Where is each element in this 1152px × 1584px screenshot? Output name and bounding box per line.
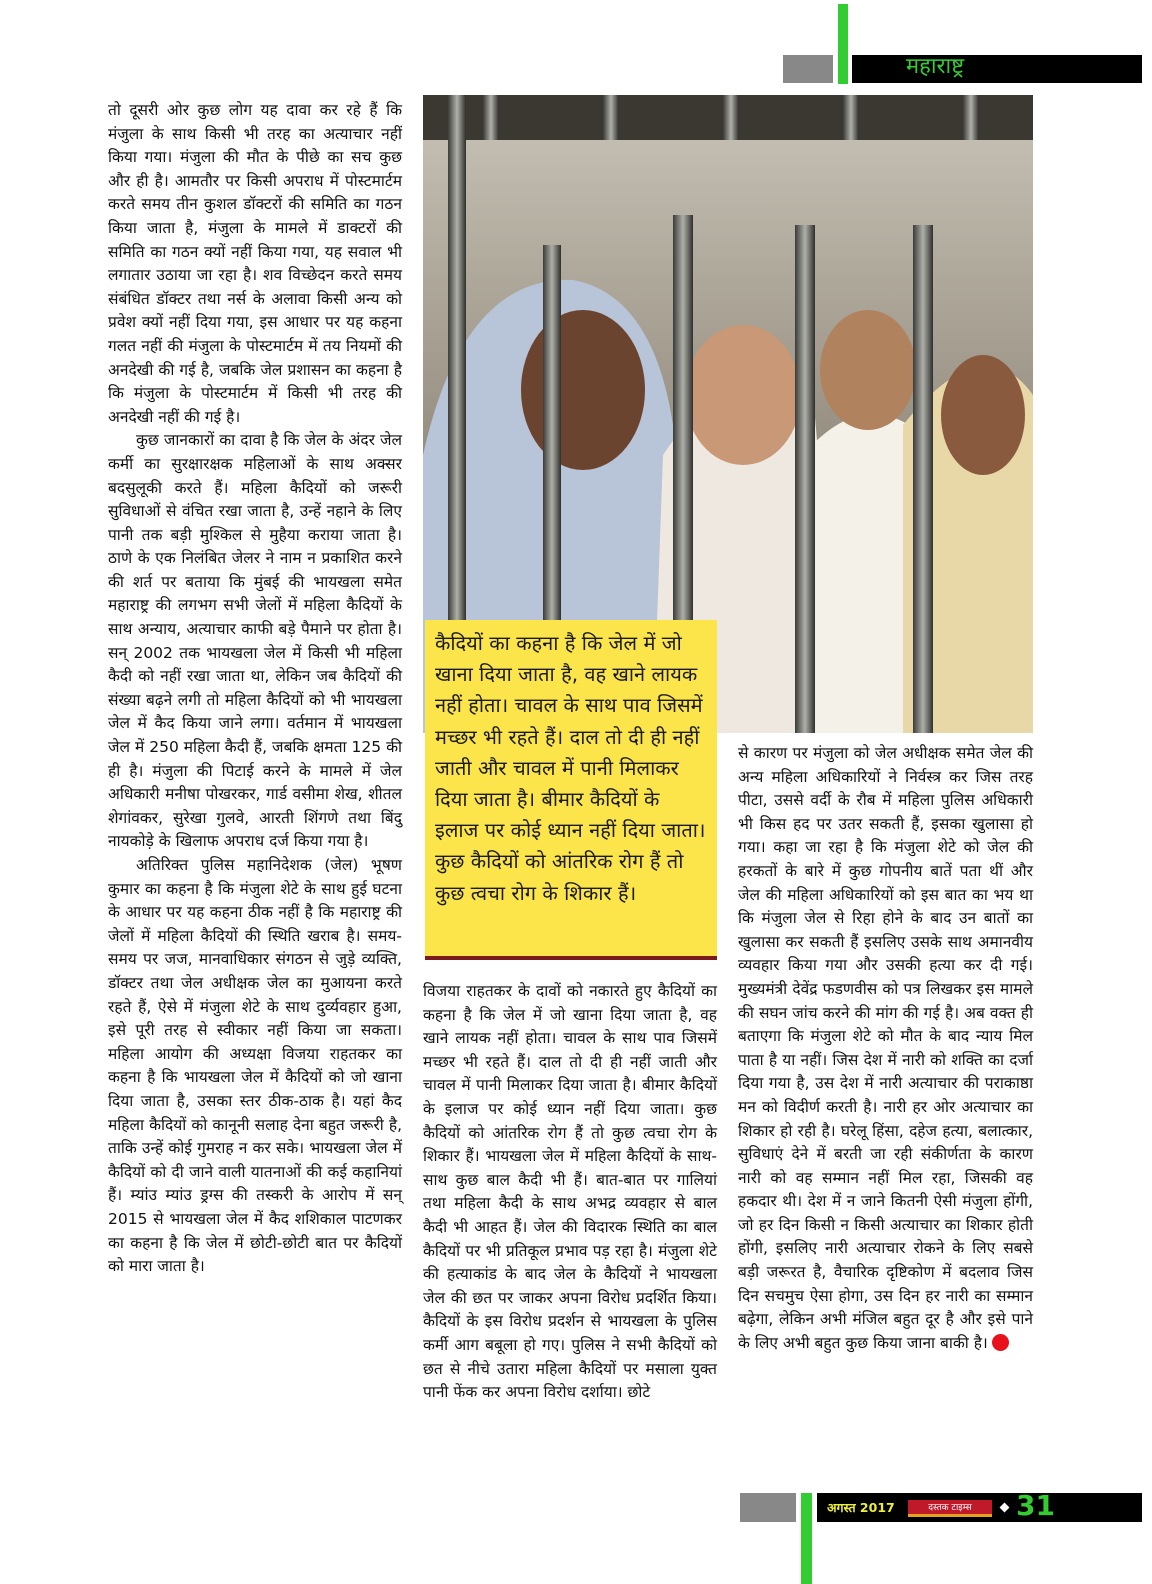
paragraph: कुछ जानकारों का दावा है कि जेल के अंदर जेल कर्मी का सुरक्षारक्षक महिलाओं के साथ अक्सर बदसुलूकी करते हैं। महिला कैदियों को जरूरी सुविधाओं से वंचित रखा जाता है, उन्हें नहाने के लिए पानी तक बड़ी मुश्किल से मुहैया कराया जाता है। ठाणे के एक निलंबित जेलर ने नाम न प्रकाशित करने की शर्त पर बताया कि मुंबई की भायखला समेत महाराष्ट्र की लगभग सभी जेलों में महिला कैदियों के साथ अन्याय, अत्याचार काफी बड़े पैमाने पर होता है। सन् 2002 तक भायखला जेल में किसी भी महिला कैदी को नहीं रखा जाता था, लेकिन जब कैदियों की संख्या बढ़ने लगी तो महिला कैदियों को भी भायखला जेल में कैद किया जाने लगा। वर्तमान में भायखला जेल में 250 महिला कैदी हैं, जबकि क्षमता 125 की ही है। मंजुला की पिटाई करने के मामले में जेल अधिकारी मनीषा पोखरकर, गार्ड वसीमा शेख, शीतल शेगांवकर, सुरेखा गुलवे, आरती शिंगणे तथा बिंदु नायकोड़े के खिलाफ अपराध दर्ज किया गया है। (108, 431, 402, 851)
magazine-logo: दस्तक टाइम्स (908, 1500, 992, 1517)
article-column-2 (423, 980, 717, 1405)
footer-grey-block (740, 1493, 796, 1522)
header-grey-block (783, 55, 833, 83)
article-column-3 (738, 742, 1033, 1355)
paragraph: विजया राहतकर के दावों को नकारते हुए कैदियों का कहना है कि जेल में जो खाना दिया जाता है, वह खाने लायक नहीं होता। चावल के साथ पाव जिसमें मच्छर भी रहते हैं। दाल तो दी ही नहीं जाती और चावल में पानी मिलाकर दिया जाता है। बीमार कैदियों के इलाज पर कोई ध्यान नहीं दिया जाता। कुछ कैदियों को आंतरिक रोग हैं तो कुछ त्वचा रोग के शिकार हैं। भायखला जेल में महिला कैदियों के साथ-साथ कुछ बाल कैदी भी हैं। बात-बात पर गालियां तथा महिला कैदी के साथ अभद्र व्यवहार से बाल कैदी भी आहत हैं। जेल की विदारक स्थिति का बाल कैदियों पर भी प्रतिकूल प्रभाव पड़ रहा है। मंजुला शेटे की हत्याकांड के बाद जेल के कैदियों ने भायखला जेल की छत पर जाकर अपना विरोध प्रदर्शित किया। कैदियों के इस विरोध प्रदर्शन से भायखला के पुलिस कर्मी आग बबूला हो गए। पुलिस ने सभी कैदियों को छत से नीचे उतारा महिला कैदियों पर मसाला युक्त पानी फेंक कर अपना विरोध दर्शाया। छोटे (423, 982, 717, 1402)
article-column-1 (108, 99, 402, 1279)
paragraph: तो दूसरी ओर कुछ लोग यह दावा कर रहे हैं कि मंजुला के साथ किसी भी तरह का अत्याचार नहीं किया गया। मंजुला की मौत के पीछे का सच कुछ और ही है। आमतौर पर किसी अपराध में पोस्टमार्टम करते समय तीन कुशल डॉक्टरों की समिति का गठन किया जाता है, मंजुला के मामले में डाक्टरों की समिति का गठन क्यों नहीं किया गया, यह सवाल भी लगातार उठाया जा रहा है। शव विच्छेदन करते समय संबंधित डॉक्टर तथा नर्स के अलावा किसी अन्य को प्रवेश क्यों नहीं दिया गया, इस आधार पर यह कहना गलत नहीं की मंजुला के पोस्टमार्टम में तय नियमों की अनदेखी की गई है, जबकि जेल प्रशासन का कहना है कि मंजुला के पोस्टमार्टम में किसी भी तरह की अनदेखी नहीं की गई है। (108, 101, 402, 426)
footer-green-bar (801, 1493, 812, 1584)
pull-quote: कैदियों का कहना है कि जेल में जो खाना दिया जाता है, वह खाने लायक नहीं होता। चावल के साथ पाव जिसमें मच्छर भी रहते हैं। दाल तो दी ही नहीं जाती और चावल में पानी मिलाकर दिया जाता है। बीमार कैदियों के इलाज पर कोई ध्यान नहीं दिया जाता। कुछ कैदियों को आंतरिक रोग हैं तो कुछ त्वचा रोग के शिकार हैं। (425, 620, 717, 960)
end-mark-dot-icon (992, 1334, 1009, 1351)
paragraph: से कारण पर मंजुला को जेल अधीक्षक समेत जेल की अन्य महिला अधिकारियों ने निर्वस्त्र कर जिस तरह पीटा, उससे वर्दी के रौब में महिला पुलिस अधिकारी भी किस हद पर उतर सकती हैं, इसका खुलासा हो गया। कहा जा रहा है कि मंजुला शेटे को जेल की हरकतों के बारे में कुछ गोपनीय बातें पता थीं और जेल की महिला अधिकारियों को इस बात का भय था कि मंजुला जेल से रिहा होने के बाद उन बातों का खुलासा कर सकती हैं इसलिए उसके साथ अमानवीय व्यवहार किया गया और उसकी हत्या कर दी गई। मुख्यमंत्री देवेंद्र फडणवीस को पत्र लिखकर इस मामले की सघन जांच करने की मांग की गई है। अब वक्त ही बताएगा कि मंजुला शेटे को मौत के बाद न्याय मिल पाता है या नहीं। जिस देश में नारी को शक्ति का दर्जा दिया गया है, उस देश में नारी अत्याचार की पराकाष्ठा मन को विदीर्ण करती है। नारी हर ओर अत्याचार का शिकार हो रही है। घरेलू हिंसा, दहेज हत्या, बलात्कार, सुविधाएं देने में बरती जा रही संकीर्णता के कारण नारी को वह सम्मान नहीं मिल रहा, जिसकी वह हकदार थी। देश में न जाने कितनी ऐसी मंजुला होंगी, जो हर दिन किसी न किसी अत्याचार का शिकार होती होंगी, इसलिए नारी अत्याचार रोकने के लिए सबसे बड़ी जरूरत है, वैचारिक दृष्टिकोण में बदलाव जिस दिन सचमुच ऐसा होगा, उस दिन हर नारी का सम्मान बढ़ेगा, लेकिन अभी मंजिल बहुत दूर है और इसे पाने के लिए अभी बहुत कुछ किया जाना बाकी है। (738, 744, 1033, 1352)
paragraph: अतिरिक्त पुलिस महानिदेशक (जेल) भूषण कुमार का कहना है कि मंजुला शेटे के साथ हुई घटना के आधार पर यह कहना ठीक नहीं है कि महाराष्ट्र की जेलों में महिला कैदियों की स्थिति खराब है। समय-समय पर जज, मानवाधिकार संगठन से जुड़े व्यक्ति, डॉक्टर तथा जेल अधीक्षक जेल का मुआयना करते रहते हैं, ऐसे में मंजुला शेटे के साथ दुर्व्यवहार हुआ, इसे पूरी तरह से स्वीकार नहीं किया जा सकता। महिला आयोग की अध्यक्षा विजया राहतकर का कहना है कि भायखला जेल में कैदियों को जो खाना दिया जाता है, उसका स्तर ठीक-ठाक है। यहां कैद महिला कैदियों को कानूनी सलाह देना बहुत जरूरी है, ताकि उन्हें कोई गुमराह न कर सके। भायखला जेल में कैदियों को दी जाने वाली यातनाओं की कई कहानियां हैं। म्यांउ म्यांउ ड्रग्स की तस्करी के आरोप में सन् 2015 से भायखला जेल में कैद शशिकाल पाटणकर का कहना है कि जेल में छोटी-छोटी बात पर कैदियों को मारा जाता है। (108, 856, 402, 1276)
header-green-bar (838, 4, 848, 84)
header-section-bar (852, 55, 1142, 83)
section-title: महाराष्ट्र (906, 54, 965, 79)
page-number: 31 (1016, 1489, 1055, 1522)
issue-date: अगस्त 2017 (827, 1500, 895, 1515)
